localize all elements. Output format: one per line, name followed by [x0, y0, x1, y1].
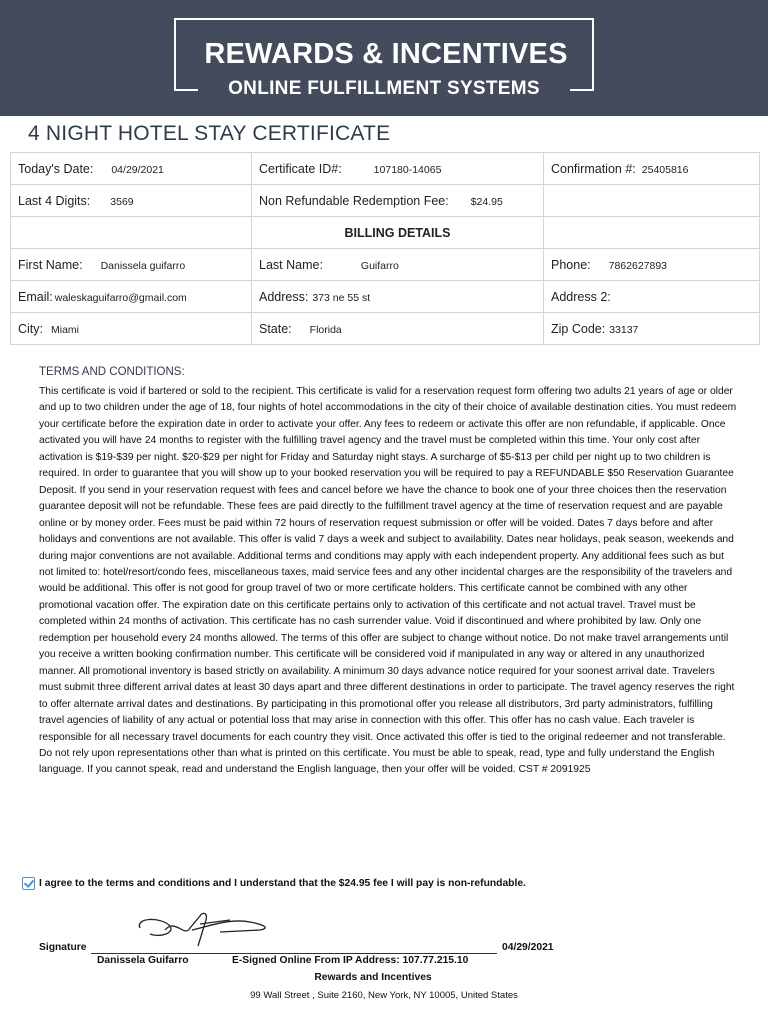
signature-line: [91, 953, 497, 954]
certificate-id-label: Certificate ID#:: [259, 161, 342, 176]
state-value: Florida: [309, 323, 342, 336]
table-row: [11, 281, 760, 313]
zip-label: Zip Code:: [551, 321, 606, 336]
agreement-row[interactable]: [22, 877, 526, 890]
esign-ip-text: E-Signed Online From IP Address: 107.77.215.10: [232, 955, 469, 966]
certificate-id-value: 107180-14065: [373, 163, 442, 176]
email-label: Email:: [18, 289, 53, 304]
email-cell: [11, 281, 252, 313]
todays-date-label: Today's Date:: [18, 161, 94, 176]
phone-cell: [544, 249, 760, 281]
agreement-text: I agree to the terms and conditions and I understand that the $24.95 fee I will pay is non-refundable.: [39, 878, 526, 889]
last4-label: Last 4 Digits:: [18, 193, 91, 208]
first-name-value: Danissela guifarro: [100, 259, 186, 272]
first-name-cell: [11, 249, 252, 281]
last-name-cell: [252, 249, 544, 281]
brand-title: REWARDS & INCENTIVES: [204, 38, 568, 70]
empty-cell: [11, 217, 252, 249]
address2-cell: [544, 281, 760, 313]
fee-cell: [252, 185, 544, 217]
last-name-label: Last Name:: [259, 257, 323, 272]
city-value: Miami: [51, 323, 79, 336]
zip-value: 33137: [609, 323, 639, 336]
address-label: Address:: [259, 289, 309, 304]
document-title: 4 NIGHT HOTEL STAY CERTIFICATE: [28, 122, 391, 145]
todays-date-value: 04/29/2021: [111, 163, 164, 176]
address-cell: [252, 281, 544, 313]
table-row: [11, 313, 760, 345]
certificate-id-cell: [252, 153, 544, 185]
billing-details-heading: BILLING DETAILS: [252, 217, 544, 249]
address-value: 373 ne 55 st: [312, 291, 371, 304]
table-row: [11, 217, 760, 249]
state-cell: [252, 313, 544, 345]
last-name-value: Guifarro: [360, 259, 399, 272]
signature-date: 04/29/2021: [502, 942, 554, 953]
table-row: [11, 153, 760, 185]
handwritten-signature: [130, 908, 280, 948]
fee-value: $24.95: [470, 195, 503, 208]
fee-label: Non Refundable Redemption Fee:: [259, 193, 449, 208]
signature-label: Signature: [39, 942, 87, 953]
state-label: State:: [259, 321, 292, 336]
terms-body: This certificate is void if bartered or sold to the recipient. This certificate is valid for a reservation request form offering two adults 21 years of age or older and up to two children under the age of 18, four nights of hotel accommodations in the city of their choice of available destination cities. You must redeem your certificate before the expiration date in order to activate your offer. Any fees to redeem or activate this offer are non refundable, if applicable. Once activated you will have 24 months to register with the fulfilling travel agency and the travel must be completed within this time. Your only cost after activation is $19-$39 per night. $20-$29 per night for Friday and Saturday night stays. A surcharge of $5-$13 per child per night up to two children is required. In order to guarantee that you will show up to your booked reservation you will be required to pay a REFUNDABLE $50 Reservation Guarantee Deposit. If you send in your reservation request with fees and cancel before we have the chance to book one of your three choices then the reservation guarantee deposit will not be refundable. These fees are paid directly to the fulfillment travel agency at the time of reservation request and are payable online or by money order. Fees must be paid within 72 hours of reservation request submission or offer will be voided. Dates 7 days before and after holidays and conventions are not available. This offer is valid 7 days a week and subject to availability. Dates near holidays, peak season, weekends and during major conventions are not available. Additional terms and conditions may apply with each independent property. Any additional fees such as but not limited to: hotel/resort/condo fees, miscellaneous taxes, maid service fees and any other incidental charges are the responsibility of the travelers and would be additional. This offer is not good for group travel of two or more certificate holders. This certificate cannot be combined with any other promotional vacation offer. The expiration date on this certificate pertains only to activation of this certificate and not actual travel. Travel must be completed within 24 months of activation. This certificate has no cash surrender value. Void if discontinued and where prohibited by law. Only one redemption per household every 24 months allowed. The terms of this offer are subject to change without notice. Do not make travel arrangements until you receive a written booking confirmation number. This certificate will be considered void if manipulated in any way or altered in any unauthorized manner. All promotional inventory is based strictly on availability. A minimum 30 days advance notice required for your soonest arrival date. Travelers must submit three different arrival dates at least 30 days apart and three different destinations in order to participate. The travel agency reserves the right to offer alternate arrival dates and destinations. By participating in this promotional offer you release all distributors, 3rd party administrators, fulfilling travel agencies of liability of any actual or potential loss that may arise in connection with this offer. This offer has no cash value. Each traveler is responsible for all necessary travel documents for each country they visit. Once activated this offer is tied to the original redeemer and not transferable. Do not rely upon representations other than what is printed on this certificate. You must be able to speak, read, type and fully understand the English language. If you cannot speak, read and understand the English language, then your offer will be voided. CST # 2091925: [39, 386, 737, 776]
confirmation-cell: [544, 153, 760, 185]
terms-heading: TERMS AND CONDITIONS:: [39, 366, 185, 378]
last4-cell: [11, 185, 252, 217]
first-name-label: First Name:: [18, 257, 83, 272]
brand-subtitle: ONLINE FULFILLMENT SYSTEMS: [228, 78, 540, 99]
confirmation-label: Confirmation #:: [551, 161, 636, 176]
signer-name: Danissela Guifarro: [97, 955, 189, 966]
last4-value: 3569: [110, 195, 134, 208]
phone-value: 7862627893: [608, 259, 668, 272]
phone-label: Phone:: [551, 257, 591, 272]
email-value: waleskaguifarro@gmail.com: [54, 291, 187, 304]
footer-address: 99 Wall Street , Suite 2160, New York, NY 10005, United States: [250, 990, 518, 1001]
header-banner: [0, 0, 768, 116]
certificate-info-table: [10, 152, 760, 345]
city-cell: [11, 313, 252, 345]
todays-date-cell: [11, 153, 252, 185]
footer-company: Rewards and Incentives: [314, 972, 432, 983]
table-row: [11, 185, 760, 217]
empty-cell: [544, 185, 760, 217]
agree-checkbox[interactable]: [22, 877, 35, 890]
confirmation-value: 25405816: [641, 163, 689, 176]
address2-label: Address 2:: [551, 289, 611, 304]
city-label: City:: [18, 321, 43, 336]
zip-cell: [544, 313, 760, 345]
empty-cell: [544, 217, 760, 249]
table-row: [11, 249, 760, 281]
